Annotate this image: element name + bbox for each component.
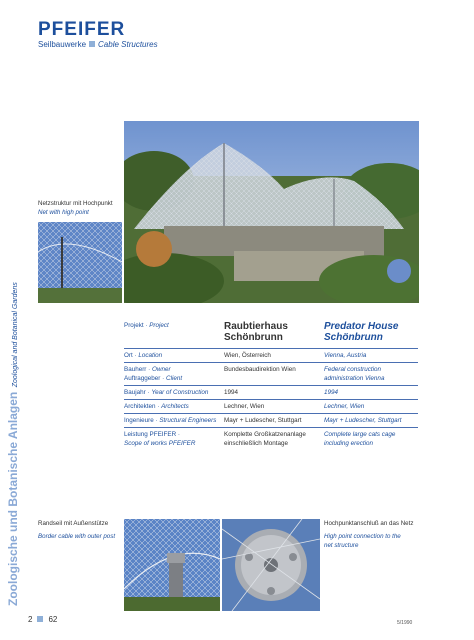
square-icon bbox=[37, 616, 43, 622]
border-cable-photo bbox=[124, 519, 220, 611]
table-row: Bauherr · Owner Auftraggeber · Client Bundesbaudirektion Wien Federal construction administration Vienna bbox=[124, 363, 418, 386]
high-point-connection-caption: Hochpunktanschluß an das Netz High point connection to the net structure bbox=[324, 520, 414, 549]
table-row: Architekten · Architects Lechner, Wien Lechner, Wien bbox=[124, 400, 418, 414]
logo-tagline-de: Seilbauwerke bbox=[38, 40, 87, 49]
side-title-en: Zoological and Botanical Gardens bbox=[12, 282, 19, 388]
table-row: Ingenieure · Structural Engineers Mayr + Ludescher, Stuttgart Mayr + Ludescher, Stuttgart bbox=[124, 414, 418, 428]
square-icon bbox=[89, 41, 95, 47]
caption-en: Net with high point bbox=[38, 209, 89, 216]
table-row: Ort · Location Wien, Österreich Vienna, Austria bbox=[124, 349, 418, 363]
main-photo-predator-house bbox=[124, 121, 419, 303]
project-title-de: Raubtierhaus Schönbrunn bbox=[224, 321, 288, 343]
caption-de: Netzstruktur mit Hochpunkt bbox=[38, 200, 113, 207]
table-header-row bbox=[124, 319, 418, 349]
side-section-title bbox=[4, 282, 22, 606]
logo-wordmark: PFEIFER bbox=[38, 19, 126, 40]
logo-tagline-en: Cable Structures bbox=[98, 40, 158, 49]
side-title-de: Zoologische und Botanische Anlagen bbox=[6, 391, 20, 606]
project-data-table bbox=[124, 319, 418, 451]
table-row: Leistung PFEIFER · Scope of works PFEIFER Komplette Großkatzenanlage einschließlich Montage Complete large cats cage including erection bbox=[124, 431, 396, 447]
net-photo-caption bbox=[38, 199, 113, 217]
logo-tagline bbox=[38, 40, 158, 49]
page-number: 2 62 bbox=[28, 615, 58, 624]
border-cable-caption: Randseil mit Außenstütze Border cable with outer post bbox=[38, 520, 116, 540]
pfeifer-logo bbox=[38, 20, 158, 49]
project-title-en: Predator House Schönbrunn bbox=[324, 321, 399, 343]
high-point-connection-photo bbox=[222, 519, 320, 611]
table-row: Baujahr · Year of Construction 1994 1994 bbox=[124, 386, 418, 400]
project-label: Projekt · Project bbox=[124, 322, 169, 329]
document-code: 5/1990 bbox=[397, 620, 413, 626]
net-high-point-photo bbox=[38, 222, 122, 303]
